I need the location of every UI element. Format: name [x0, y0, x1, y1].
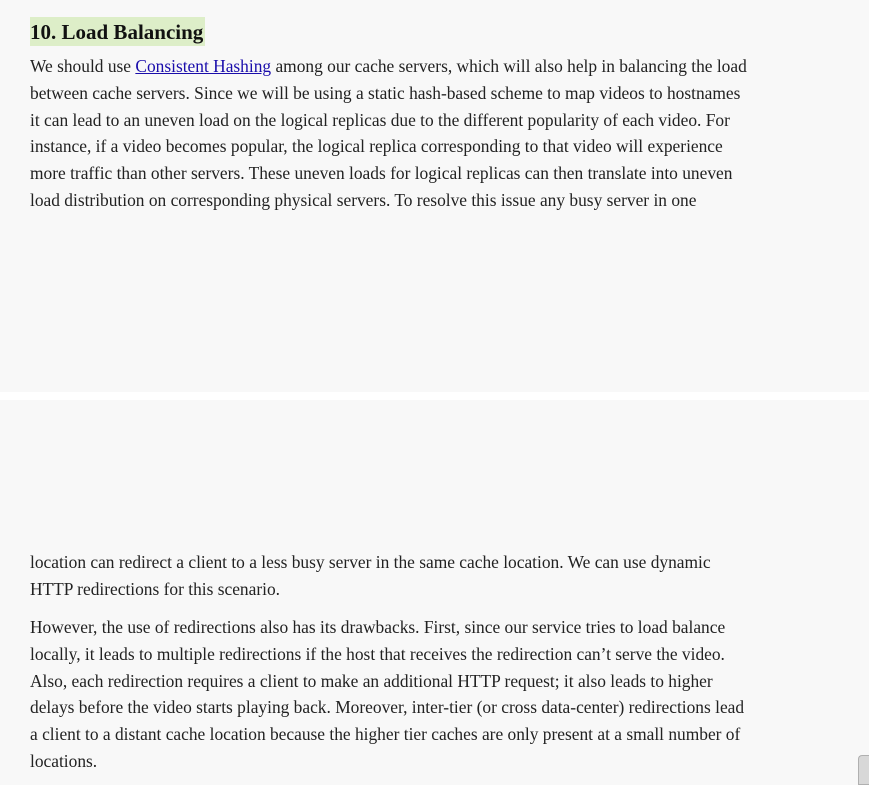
- paragraph-line: it can lead to an uneven load on the logical replicas due to the different popularity of each video. For: [30, 109, 730, 130]
- paragraph-line: more traffic than other servers. These uneven loads for logical replicas can then translate into uneven: [30, 163, 733, 184]
- text-run: We should use: [30, 56, 136, 76]
- page-separator: [0, 392, 869, 400]
- paragraph-line: between cache servers. Since we will be using a static hash-based scheme to map videos to hostnames: [30, 82, 741, 103]
- paragraph-line: load distribution on corresponding physical servers. To resolve this issue any busy server in one: [30, 189, 697, 210]
- paragraph-redirection-drawbacks: [30, 614, 744, 775]
- scrollbar-thumb[interactable]: [858, 755, 869, 785]
- consistent-hashing-link[interactable]: Consistent Hashing: [135, 56, 272, 76]
- paragraph-line: HTTP redirections for this scenario.: [30, 578, 280, 599]
- paragraph-line: delays before the video starts playing back. Moreover, inter-tier (or cross data-center) redirections lead: [30, 697, 745, 718]
- paragraph-line: [30, 53, 747, 80]
- paragraph-line: location can redirect a client to a less busy server in the same cache location. We can use dynamic: [30, 552, 711, 572]
- paragraph-line: a client to a distant cache location because the higher tier caches are only present at a small number of: [30, 724, 741, 745]
- paragraph-consistent-hashing: [30, 53, 747, 214]
- paragraph-line: locally, it leads to multiple redirections if the host that receives the redirection can’t serve the video.: [30, 643, 725, 664]
- paragraph-line: instance, if a video becomes popular, the logical replica corresponding to that video will experience: [30, 136, 723, 157]
- text-run: among our cache servers, which will also help in balancing the load: [271, 56, 747, 76]
- paragraph-line: However, the use of redirections also has its drawbacks. First, since our service tries to load balance: [30, 617, 726, 637]
- paragraph-line: locations.: [30, 750, 98, 771]
- paragraph-line: Also, each redirection requires a client to make an additional HTTP request; it also leads to higher: [30, 670, 713, 691]
- paragraph-redirection-continued: [30, 549, 711, 603]
- section-heading: 10. Load Balancing: [30, 17, 205, 46]
